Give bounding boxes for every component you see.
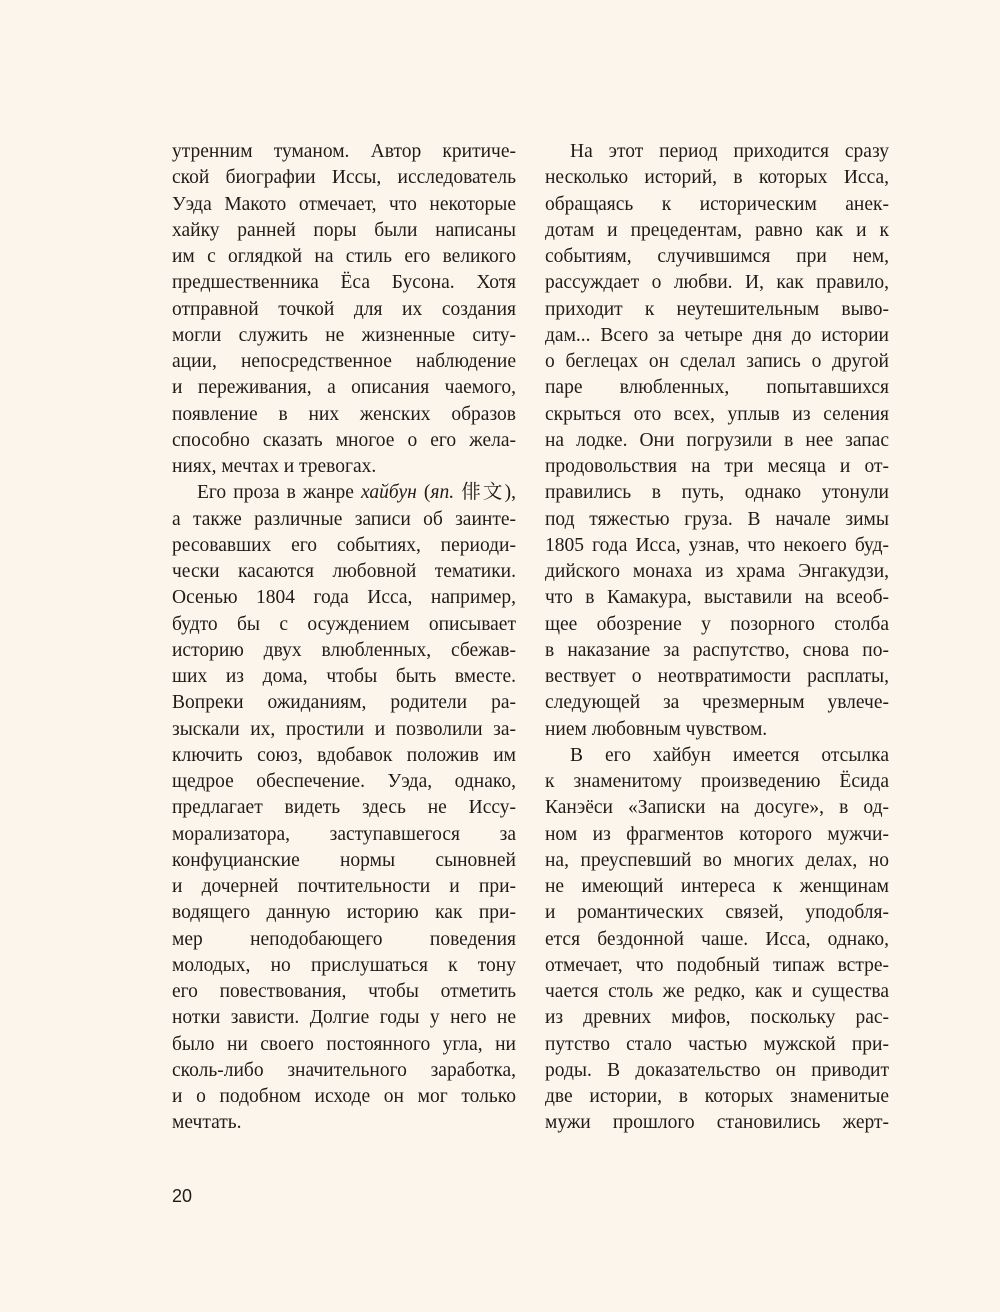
text-line: продовольствия на три месяца и от-	[545, 456, 889, 477]
text-line: роды. В доказательство он приводит	[545, 1059, 889, 1081]
text-line: появление в них женских образов	[172, 403, 516, 425]
text-line: щее обозрение у позорного столба	[545, 613, 889, 635]
text-line: На этот период приходится сразу	[570, 141, 889, 162]
text-line: Осенью 1804 года Исса, например,	[172, 587, 516, 609]
text-line: и дочерней почтительности и при-	[172, 876, 516, 897]
text-segment: (	[416, 482, 431, 504]
italic-term: яп.	[430, 482, 455, 504]
text-line: хайку ранней поры были написаны	[172, 219, 516, 241]
text-line: нием любовным чувством.	[545, 718, 768, 740]
text-line: 1805 года Исса, узнав, что некоего буд-	[545, 534, 889, 556]
text-line: будто бы с осуждением описывает	[172, 613, 516, 635]
text-line: чается столь же редко, как и существа	[545, 981, 889, 1002]
text-line: им с оглядкой на стиль его великого	[172, 246, 516, 267]
text-line: под тяжестью груза. В начале зимы	[545, 508, 889, 530]
text-line: водящего данную историю как при-	[172, 902, 516, 924]
left-text-column	[172, 139, 516, 1137]
text-line: дотам и прецедентам, равно как и к	[545, 219, 889, 241]
text-line: историю двух влюбленных, сбежав-	[172, 639, 516, 661]
text-line: на лодке. Они погрузили в нее запас	[545, 429, 889, 451]
text-line: приходит к неутешительным выво-	[545, 298, 889, 320]
text-line: его повествования, чтобы отметить	[172, 981, 516, 1002]
text-line: в наказание за распутство, снова по-	[545, 639, 889, 661]
text-line: Уэда Макото отмечает, что некоторые	[172, 193, 516, 215]
text-line: конфуцианские нормы сыновней	[172, 849, 516, 871]
text-line: молодых, но прислушаться к тону	[172, 954, 516, 976]
text-line: рассуждает о любви. И, как правило,	[545, 272, 889, 294]
text-line: и переживания, а описания чаемого,	[172, 377, 516, 399]
text-line: морализатора, заступавшегося за	[172, 823, 516, 845]
text-line: предшественника Ёса Бусона. Хотя	[172, 272, 516, 294]
italic-term: хайбун	[361, 482, 417, 504]
text-line: В его хайбун имеется отсылка	[570, 744, 889, 766]
text-line: правились в путь, однако утонули	[545, 482, 889, 504]
text-line: сколь-либо значительного заработка,	[172, 1059, 516, 1081]
text-line: паре влюбленных, попытавшихся	[545, 377, 889, 399]
text-line: что в Камакура, выставили на всеоб-	[545, 587, 889, 609]
text-line: щедрое обеспечение. Уэда, однако,	[172, 771, 516, 792]
right-text-column	[545, 139, 889, 1137]
text-line: событиям, случившимся при нем,	[545, 246, 889, 267]
text-line: отправной точкой для их создания	[172, 298, 516, 320]
text-line: отмечает, что подобный типаж встре-	[545, 954, 889, 976]
text-line: вествует о неотвратимости расплаты,	[545, 666, 889, 687]
text-line: мер неподобающего поведения	[172, 928, 516, 950]
text-line: ниях, мечтах и тревогах.	[172, 456, 377, 477]
text-segment: 俳文),	[454, 482, 516, 504]
text-line: а также различные записи об заинте-	[172, 508, 516, 530]
text-line: о беглецах он сделал запись о другой	[545, 351, 889, 372]
text-line: дийского монаха из храма Энгакудзи,	[545, 561, 889, 582]
text-line: ном из фрагментов которого мужчи-	[545, 823, 889, 845]
text-line: из древних мифов, поскольку рас-	[545, 1007, 889, 1029]
text-line: Канэёси «Записки на досуге», в од-	[545, 797, 889, 819]
text-line: и о подобном исходе он мог только	[172, 1086, 516, 1107]
text-line: ключить союз, вдобавок положив им	[172, 744, 516, 766]
text-line: несколько историй, в которых Исса,	[545, 167, 889, 189]
text-line: ресовавших его событиях, периоди-	[172, 534, 516, 556]
text-line: дам... Всего за четыре дня до истории	[545, 324, 889, 346]
text-line: ших из дома, чтобы быть вместе.	[172, 666, 516, 687]
text-line: на, преуспевший во многих делах, но	[545, 849, 889, 871]
text-line: мужи прошлого становились жерт-	[545, 1112, 889, 1134]
text-line: ется бездонной чаше. Исса, однако,	[545, 928, 889, 950]
text-line: мечтать.	[172, 1112, 242, 1134]
page-number: 20	[172, 1186, 193, 1206]
text-line: предлагает видеть здесь не Иссу-	[172, 797, 516, 819]
text-line: ации, непосредственное наблюдение	[172, 351, 516, 372]
text-line: было ни своего постоянного угла, ни	[172, 1033, 516, 1055]
text-line: нотки зависти. Долгие годы у него не	[172, 1007, 516, 1029]
text-line: зыскали их, простили и позволили за-	[172, 718, 516, 740]
text-line: способно сказать многое о его жела-	[172, 429, 516, 451]
text-line: обращаясь к историческим анек-	[545, 193, 889, 215]
text-line: чески касаются любовной тематики.	[172, 561, 516, 582]
text-line: следующей за чрезмерным увлече-	[545, 692, 889, 714]
text-line: утренним туманом. Автор критиче-	[172, 141, 516, 162]
text-line: и романтических связей, уподобля-	[545, 902, 889, 924]
text-line	[172, 480, 516, 506]
text-line: путство стало частью мужской при-	[545, 1033, 889, 1055]
text-segment: Его проза в жанре	[197, 482, 362, 504]
text-line: Вопреки ожиданиям, родители ра-	[172, 692, 516, 714]
text-line: скрыться ото всех, уплыв из селения	[545, 403, 889, 425]
text-line: к знаменитому произведению Ёсида	[545, 771, 889, 792]
text-line: могли служить не жизненные ситу-	[172, 324, 516, 346]
text-line: ской биографии Иссы, исследователь	[172, 167, 516, 189]
text-line: не имеющий интереса к женщинам	[545, 876, 889, 897]
text-line: две истории, в которых знаменитые	[545, 1086, 889, 1107]
